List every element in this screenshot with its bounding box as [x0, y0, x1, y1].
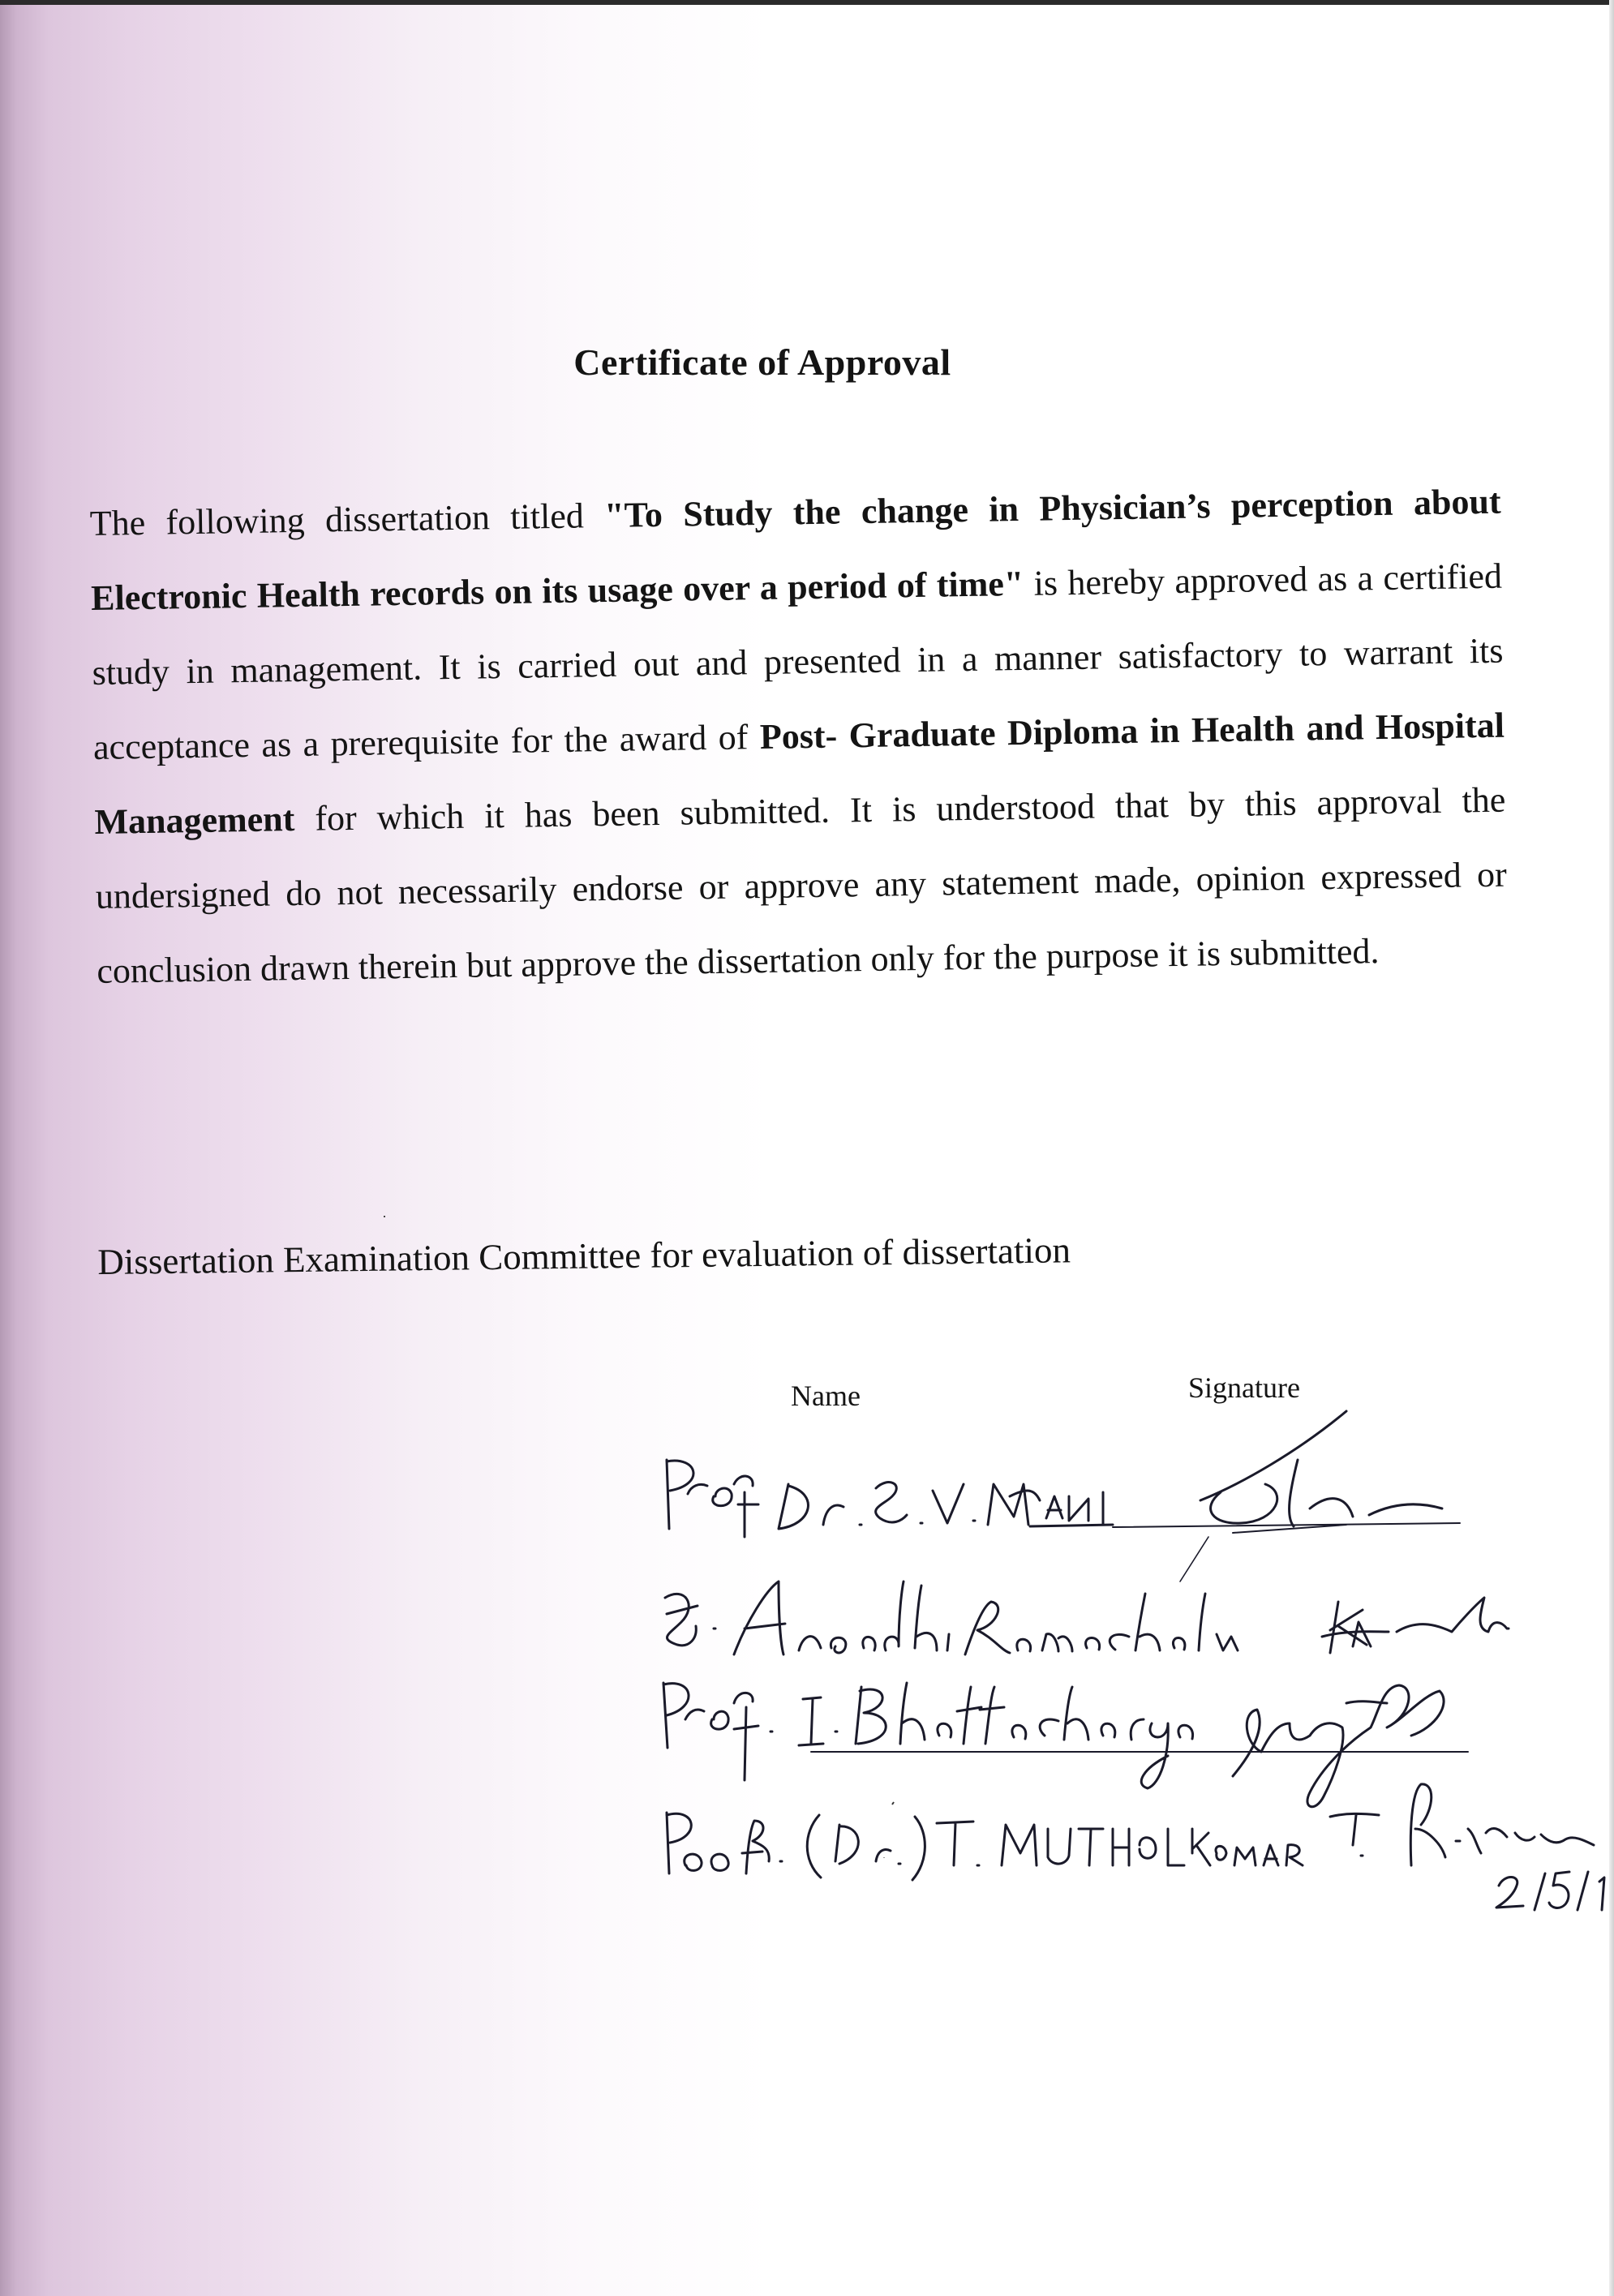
body-disclaimer: for which it has been submitted. It is understood that by this approval the undersigned do not necessarily endorse or approve any statement made, opinion expressed or conclusion drawn therein but approve the dissertation only for the purpose it is submitted.	[95, 779, 1508, 991]
member-4-signature	[1330, 1784, 1594, 1865]
diploma-name: Post- Graduate Diploma in Health and Hospital Management	[94, 705, 1505, 842]
body-intro: The following dissertation titled	[89, 496, 605, 543]
member-3-name-handwritten	[663, 1683, 1193, 1788]
member-4-name-handwritten	[667, 1813, 1303, 1880]
dissertation-title: "To Study the change in Physician’s perception about Electronic Health records on its usage over a period of time"	[90, 481, 1501, 618]
row-1-rule	[1113, 1523, 1460, 1527]
signature-column-header: Signature	[1188, 1371, 1300, 1404]
committee-heading: Dissertation Examination Committee for evaluation of dissertation	[97, 1230, 1071, 1282]
name-column-header: Name	[791, 1380, 861, 1412]
member-3-signature	[1233, 1685, 1444, 1807]
body-approval: is hereby approved as a certified study in management. It is carried out and presented in a manner satisfactory to warrant its acceptance as a prerequisite for the award of	[92, 556, 1504, 767]
certificate-title: Certificate of Approval	[573, 341, 951, 383]
member-1-signature	[1180, 1411, 1442, 1581]
member-4-date	[1496, 1872, 1604, 1910]
member-1-name-handwritten	[667, 1460, 1113, 1537]
member-2-name-handwritten	[665, 1581, 1238, 1654]
member-2-signature	[1322, 1598, 1509, 1653]
